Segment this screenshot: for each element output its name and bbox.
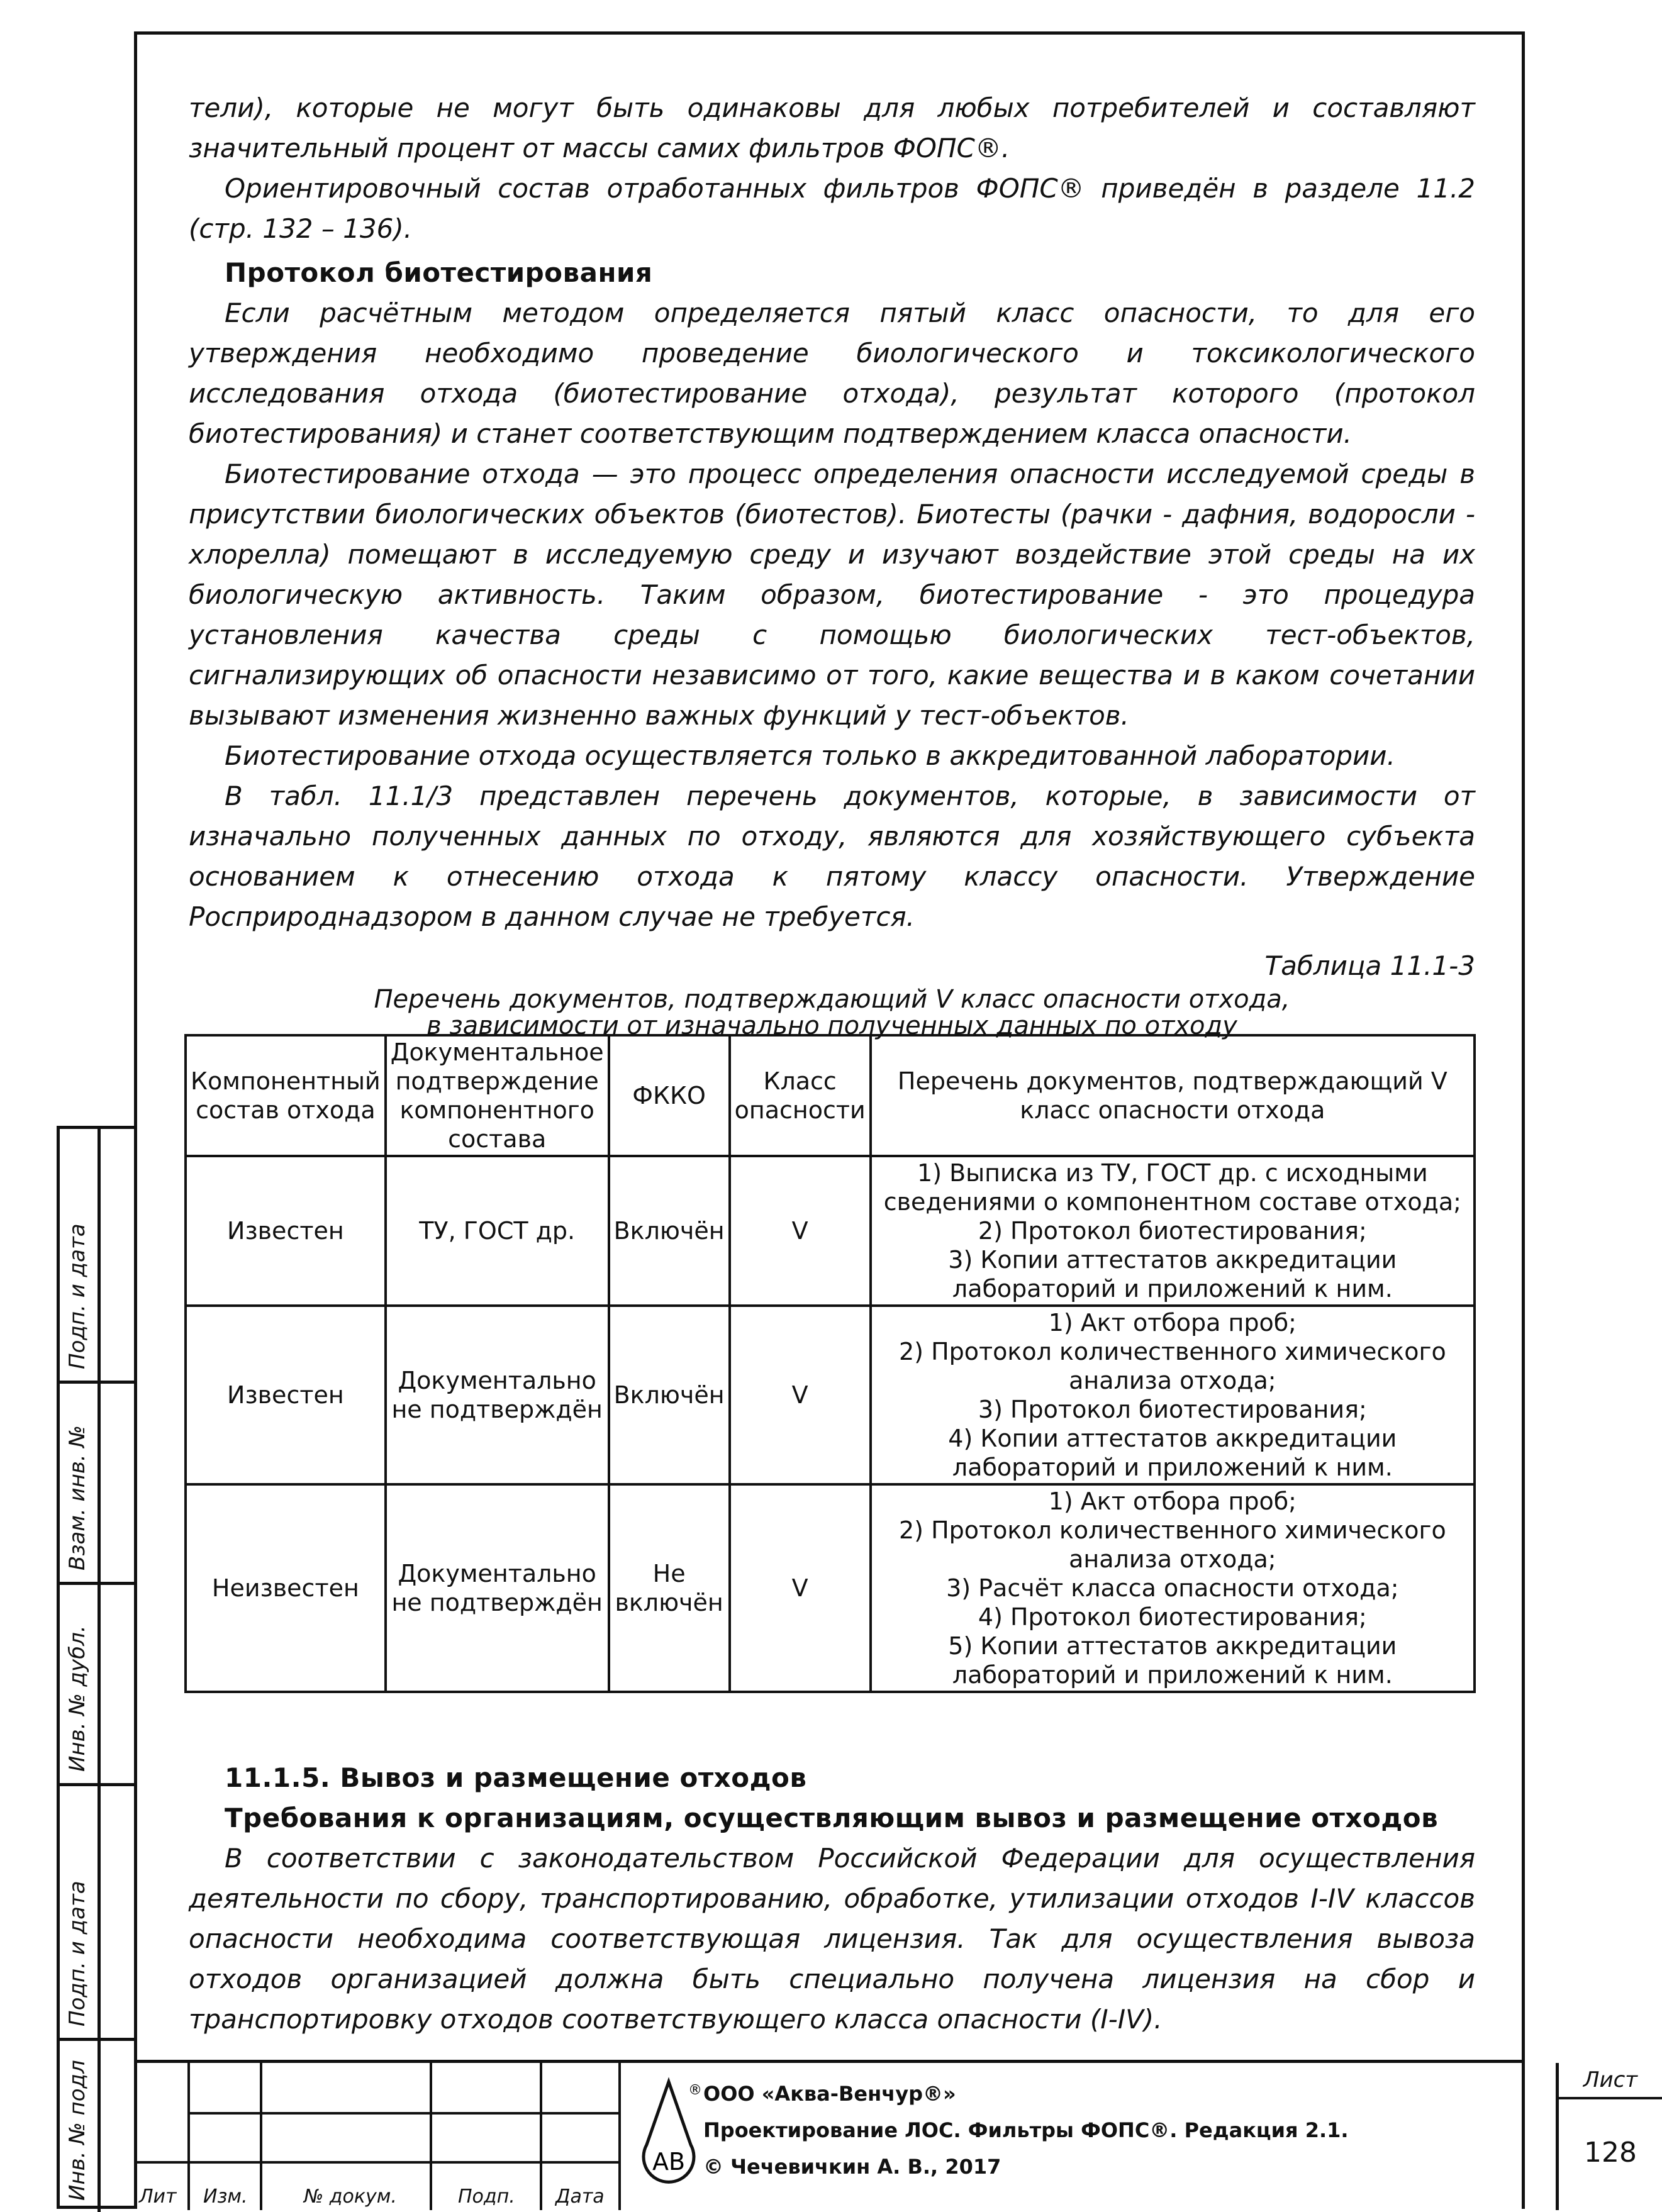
logo-text: АВ bbox=[652, 2148, 686, 2176]
doc-line: 2) Протокол количественного химического анализа отхода; bbox=[898, 1516, 1446, 1573]
paragraph: В соответствии с законодательством Российской Федерации для осуществления деятельности по сбору, транспортированию, обработке, утилизации отходов I-IV классов опасности необходима соответствующая лицензия. Так для осуществления вывоза отходов организацией должна быть специально получена лицензия на сбор и транспортировку отходов соответствующего класса опасности (I-IV). bbox=[189, 1843, 1475, 2035]
paragraph: Если расчётным методом определяется пятый класс опасности, то для его утверждения необходимо проведение биологического и токсикологического исследования отхода (биотестирование отхода), результат которого (протокол биотестирования) и станет соответствующим подтверждением класса опасности. bbox=[189, 297, 1475, 449]
table-header-row bbox=[186, 1035, 1475, 1156]
table-caption: Перечень документов, подтверждающий V класс опасности отхода, bbox=[374, 985, 1290, 1014]
documents-table bbox=[184, 1034, 1476, 1693]
table-cell: Документально не подтверждён bbox=[386, 1484, 609, 1692]
sidebar-label: Подп. и дата bbox=[65, 1881, 90, 2026]
table-label: Таблица 11.1-3 bbox=[1264, 950, 1475, 981]
table-cell: V bbox=[730, 1306, 871, 1484]
table-cell: Включён bbox=[609, 1306, 730, 1484]
sidebar-cell bbox=[60, 1129, 134, 1384]
sidebar-cell bbox=[60, 1384, 134, 1585]
doc-line: 4) Протокол биотестирования; bbox=[978, 1603, 1367, 1631]
table-row bbox=[186, 1484, 1475, 1692]
section-content bbox=[189, 1758, 1475, 2040]
table-row bbox=[186, 1156, 1475, 1306]
table-header: Документальное подтверждение компонентного состава bbox=[386, 1035, 609, 1156]
table-cell: Известен bbox=[186, 1156, 386, 1306]
sidebar-label: Инв. № дубл. bbox=[65, 1625, 90, 1772]
sidebar-label: Инв. № подл bbox=[65, 2060, 90, 2201]
table-cell: V bbox=[730, 1484, 871, 1692]
paragraph: Биотестирование отхода — это процесс определения опасности исследуемой среды в присутствии биологических объектов (биотестов). Биотесты (рачки - дафния, водоросли - хлорелла) помещают в исследуемую среду и изучают воздействие этой среды на их биологическую активность. Таким образом, биотестирование - это процедура установления качества среды с помощью биологических тест-объектов, сигнализирующих об опасности независимо от того, какие вещества и в каком сочетании вызывают изменения жизненно важных функций у тест-объектов. bbox=[189, 459, 1475, 731]
table-cell: V bbox=[730, 1156, 871, 1306]
doc-line: 1) Выписка из ТУ, ГОСТ др. с исходными сведениями о компонентном составе отхода; bbox=[883, 1159, 1461, 1216]
sidebar-label: Подп. и дата bbox=[65, 1223, 90, 1369]
tb-col-label: Подп. bbox=[458, 2186, 515, 2208]
title-block bbox=[134, 2060, 1638, 2210]
company-name: ООО «Аква-Венчур®» bbox=[703, 2082, 956, 2106]
project-name: Проектирование ЛОС. Фильтры ФОПС®. Редакция 2.1. bbox=[703, 2118, 1349, 2142]
table-cell: Не включён bbox=[609, 1484, 730, 1692]
doc-line: 3) Копии аттестатов аккредитации лабораторий и приложений к ним. bbox=[948, 1246, 1397, 1303]
sheet-number: 128 bbox=[1584, 2137, 1637, 2169]
table-cell: Неизвестен bbox=[186, 1484, 386, 1692]
main-content bbox=[189, 88, 1475, 1039]
table-header: ФККО bbox=[609, 1035, 730, 1156]
copyright: © Чечевичкин А. В., 2017 bbox=[703, 2155, 1001, 2179]
table-header: Перечень документов, подтверждающий V класс опасности отхода bbox=[871, 1035, 1475, 1156]
doc-line: 5) Копии аттестатов аккредитации лабораторий и приложений к ним. bbox=[948, 1632, 1397, 1689]
sidebar-cell bbox=[60, 2041, 134, 2212]
section-subtitle: Требования к организациям, осуществляющим вывоз и размещение отходов bbox=[225, 1803, 1439, 1833]
title-info bbox=[703, 2076, 1349, 2185]
doc-line: 2) Протокол количественного химического анализа отхода; bbox=[898, 1338, 1446, 1394]
doc-line: 3) Расчёт класса опасности отхода; bbox=[946, 1574, 1399, 1602]
doc-line: 4) Копии аттестатов аккредитации лабораторий и приложений к ним. bbox=[948, 1425, 1397, 1481]
tb-col-label: Дата bbox=[555, 2186, 605, 2208]
table-cell-docs bbox=[871, 1306, 1475, 1484]
table-caption: в зависимости от изначально полученных данных по отходу bbox=[427, 1011, 1237, 1040]
table-cell: Документально не подтверждён bbox=[386, 1306, 609, 1484]
section-title: 11.1.5. Вывоз и размещение отходов bbox=[225, 1762, 807, 1793]
svg-text:®: ® bbox=[688, 2082, 702, 2098]
sidebar-stamp bbox=[57, 1126, 134, 2209]
title-block-grid bbox=[134, 2063, 618, 2210]
table-header: Компонентный состав отхода bbox=[186, 1035, 386, 1156]
table-header: Класс опасности bbox=[730, 1035, 871, 1156]
sidebar-cell bbox=[60, 1585, 134, 1786]
tb-col-label: № докум. bbox=[304, 2186, 397, 2208]
doc-line: 3) Протокол биотестирования; bbox=[978, 1396, 1367, 1423]
table-cell-docs bbox=[871, 1156, 1475, 1306]
heading-protocol: Протокол биотестирования bbox=[225, 257, 653, 288]
company-logo-icon bbox=[637, 2076, 700, 2195]
table-cell: Известен bbox=[186, 1306, 386, 1484]
tb-col-label: Лит bbox=[139, 2186, 177, 2208]
table-cell-docs bbox=[871, 1484, 1475, 1692]
doc-line: 1) Акт отбора проб; bbox=[1048, 1309, 1297, 1337]
paragraph: Биотестирование отхода осуществляется только в аккредитованной лаборатории. bbox=[225, 740, 1395, 771]
sheet-label: Лист bbox=[1559, 2063, 1662, 2099]
table-cell: ТУ, ГОСТ др. bbox=[386, 1156, 609, 1306]
sidebar-label: Взам. инв. № bbox=[65, 1425, 90, 1570]
table-row bbox=[186, 1306, 1475, 1484]
doc-line: 2) Протокол биотестирования; bbox=[978, 1217, 1367, 1245]
sheet-box bbox=[1556, 2063, 1662, 2210]
doc-line: 1) Акт отбора проб; bbox=[1048, 1487, 1297, 1515]
table-cell: Включён bbox=[609, 1156, 730, 1306]
paragraph: тели), которые не могут быть одинаковы для любых потребителей и составляют значительный процент от массы самих фильтров ФОПС®. bbox=[189, 92, 1475, 164]
paragraph: Ориентировочный состав отработанных фильтров ФОПС® приведён в разделе 11.2 (стр. 132 – 136). bbox=[189, 173, 1475, 244]
paragraph: В табл. 11.1/3 представлен перечень документов, которые, в зависимости от изначально полученных данных по отходу, являются для хозяйствующего субъекта основанием к отнесению отхода к пятому классу опасности. Утверждение Росприроднадзором в данном случае не требуется. bbox=[189, 781, 1475, 932]
tb-col-label: Изм. bbox=[203, 2186, 248, 2208]
sidebar-cell bbox=[60, 1786, 134, 2041]
